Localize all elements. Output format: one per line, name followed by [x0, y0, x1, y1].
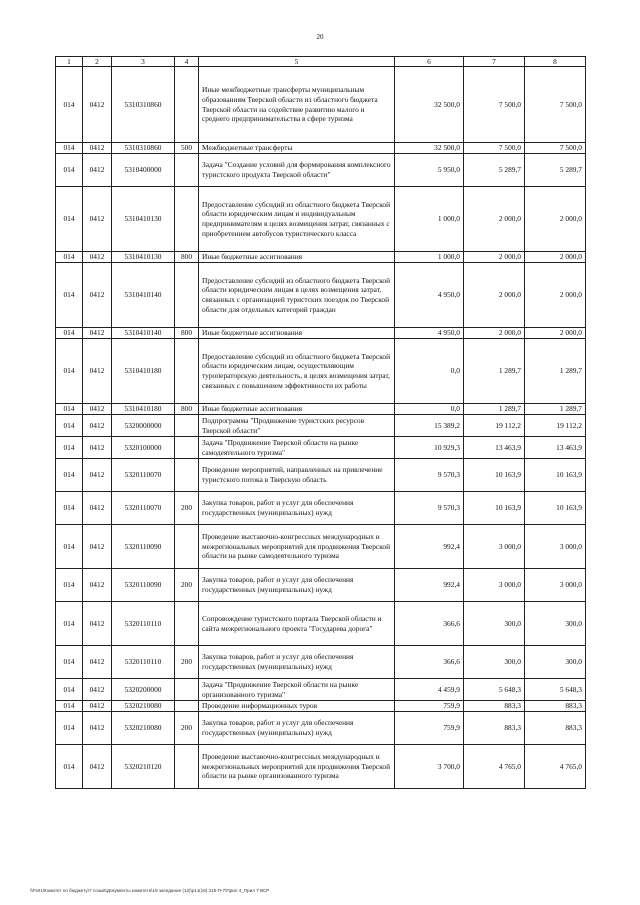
- cell-sum-1: 759,9: [395, 701, 464, 712]
- cell-section: 0412: [83, 67, 112, 143]
- cell-section: 0412: [83, 712, 112, 745]
- table-row: [56, 745, 586, 789]
- cell-sum-1: 4 459,9: [395, 679, 464, 701]
- cell-name: Иные бюджетные ассигнования: [199, 252, 395, 263]
- cell-target-code: 5310410180: [112, 404, 175, 415]
- cell-sum-1: 9 570,3: [395, 492, 464, 525]
- cell-section: 0412: [83, 328, 112, 339]
- cell-section: 0412: [83, 459, 112, 492]
- cell-sum-2: 4 765,0: [464, 745, 525, 789]
- cell-sum-3: 2 000,0: [525, 328, 586, 339]
- cell-admin: 014: [56, 404, 83, 415]
- table-row: [56, 252, 586, 263]
- cell-section: 0412: [83, 745, 112, 789]
- cell-section: 0412: [83, 154, 112, 187]
- cell-section: 0412: [83, 701, 112, 712]
- cell-section: 0412: [83, 569, 112, 602]
- cell-name: Предоставление субсидий из областного бюджета Тверской области юридическим лицам и индивидуальным предпринимателям в целях возмещения затрат, связанных с приобретением автобусов туристического класса: [199, 187, 395, 252]
- cell-expense-type: [175, 263, 199, 328]
- column-header: 1: [56, 57, 83, 67]
- cell-admin: 014: [56, 339, 83, 404]
- cell-admin: 014: [56, 712, 83, 745]
- cell-section: 0412: [83, 415, 112, 437]
- table-row: [56, 569, 586, 602]
- cell-section: 0412: [83, 187, 112, 252]
- cell-section: 0412: [83, 646, 112, 679]
- cell-sum-3: 7 500,0: [525, 143, 586, 154]
- cell-sum-2: 2 000,0: [464, 252, 525, 263]
- cell-target-code: 5310410180: [112, 339, 175, 404]
- cell-admin: 014: [56, 459, 83, 492]
- cell-sum-1: 1 000,0: [395, 187, 464, 252]
- cell-sum-3: 5 648,3: [525, 679, 586, 701]
- cell-name: Сопровождение туристского портала Тверской области и сайта межрегионального проекта "Государева дорога": [199, 602, 395, 646]
- cell-sum-3: 10 163,9: [525, 459, 586, 492]
- table-row: [56, 415, 586, 437]
- table-row: [56, 492, 586, 525]
- cell-sum-2: 7 500,0: [464, 143, 525, 154]
- cell-target-code: 5320110090: [112, 569, 175, 602]
- cell-expense-type: 200: [175, 569, 199, 602]
- table-row: [56, 602, 586, 646]
- cell-sum-3: 7 500,0: [525, 67, 586, 143]
- cell-name: Задача "Продвижение Тверской области на рынке организованного туризма": [199, 679, 395, 701]
- cell-name: Предоставление субсидий из областного бюджета Тверской области юридическим лицам, осуществляющим туроператорскую деятельность, в целях возмещения затрат, связанных с повышением эффективности их работы: [199, 339, 395, 404]
- cell-expense-type: [175, 187, 199, 252]
- column-header: 5: [199, 57, 395, 67]
- cell-sum-1: 4 950,0: [395, 263, 464, 328]
- cell-sum-2: 10 163,9: [464, 492, 525, 525]
- cell-name: Подпрограмма "Продвижение туристских ресурсов Тверской области": [199, 415, 395, 437]
- cell-sum-3: 1 289,7: [525, 404, 586, 415]
- cell-section: 0412: [83, 602, 112, 646]
- cell-sum-3: 2 000,0: [525, 263, 586, 328]
- cell-section: 0412: [83, 143, 112, 154]
- cell-expense-type: 200: [175, 712, 199, 745]
- cell-sum-3: 883,3: [525, 712, 586, 745]
- cell-expense-type: 800: [175, 252, 199, 263]
- cell-admin: 014: [56, 602, 83, 646]
- cell-sum-1: 15 389,2: [395, 415, 464, 437]
- table-row: [56, 328, 586, 339]
- table-row: [56, 263, 586, 328]
- table-row: [56, 187, 586, 252]
- cell-admin: 014: [56, 252, 83, 263]
- cell-expense-type: [175, 437, 199, 459]
- cell-sum-1: 10 929,3: [395, 437, 464, 459]
- cell-sum-3: 300,0: [525, 646, 586, 679]
- table-row: [56, 712, 586, 745]
- column-header: 4: [175, 57, 199, 67]
- cell-name: Предоставление субсидий из областного бюджета Тверской области юридическим лицам в целях возмещения затрат, связанных с организацией туристских поездок по Тверской области для отдельных категорий граждан: [199, 263, 395, 328]
- table-row: [56, 154, 586, 187]
- cell-sum-1: 992,4: [395, 525, 464, 569]
- table-row: [56, 679, 586, 701]
- cell-expense-type: [175, 602, 199, 646]
- cell-target-code: 5320100000: [112, 437, 175, 459]
- cell-sum-2: 7 500,0: [464, 67, 525, 143]
- cell-expense-type: [175, 459, 199, 492]
- cell-sum-2: 3 000,0: [464, 569, 525, 602]
- cell-name: Закупка товаров, работ и услуг для обеспечения государственных (муниципальных) нужд: [199, 492, 395, 525]
- cell-expense-type: [175, 525, 199, 569]
- cell-target-code: 5320110070: [112, 459, 175, 492]
- cell-target-code: 5320210080: [112, 712, 175, 745]
- cell-sum-3: 883,3: [525, 701, 586, 712]
- cell-sum-1: 9 570,3: [395, 459, 464, 492]
- cell-target-code: 5320210080: [112, 701, 175, 712]
- cell-sum-2: 2 000,0: [464, 187, 525, 252]
- cell-name: Проведение выставочно-конгрессных международных и межрегиональных мероприятий для продвижения Тверской области на рынке самодеятельного туризма: [199, 525, 395, 569]
- cell-section: 0412: [83, 404, 112, 415]
- cell-admin: 014: [56, 187, 83, 252]
- cell-target-code: 5310310860: [112, 67, 175, 143]
- cell-name: Закупка товаров, работ и услуг для обеспечения государственных (муниципальных) нужд: [199, 646, 395, 679]
- cell-sum-1: 32 500,0: [395, 67, 464, 143]
- footer-path: \\Fs01\Комитет по бюджету\7 созыв\Документы комитета\19 заседание (12)\р1з(19) 315-П-7\Прил 4_Прил 7 ВСР: [30, 888, 270, 893]
- cell-sum-3: 5 289,7: [525, 154, 586, 187]
- table-header: [56, 57, 586, 67]
- cell-target-code: 5320000000: [112, 415, 175, 437]
- cell-name: Иные бюджетные ассигнования: [199, 404, 395, 415]
- cell-name: Закупка товаров, работ и услуг для обеспечения государственных (муниципальных) нужд: [199, 712, 395, 745]
- cell-admin: 014: [56, 437, 83, 459]
- page-number: 20: [316, 33, 324, 41]
- cell-admin: 014: [56, 569, 83, 602]
- cell-admin: 014: [56, 415, 83, 437]
- cell-target-code: 5320210120: [112, 745, 175, 789]
- table-row: [56, 525, 586, 569]
- cell-sum-1: 5 950,0: [395, 154, 464, 187]
- table-body: [56, 67, 586, 789]
- cell-target-code: 5320110070: [112, 492, 175, 525]
- cell-sum-1: 992,4: [395, 569, 464, 602]
- cell-expense-type: [175, 339, 199, 404]
- table-row: [56, 459, 586, 492]
- cell-expense-type: [175, 679, 199, 701]
- cell-section: 0412: [83, 437, 112, 459]
- column-header: 3: [112, 57, 175, 67]
- cell-target-code: 5320110090: [112, 525, 175, 569]
- cell-admin: 014: [56, 492, 83, 525]
- cell-sum-2: 883,3: [464, 701, 525, 712]
- cell-section: 0412: [83, 252, 112, 263]
- table-row: [56, 67, 586, 143]
- cell-sum-2: 1 289,7: [464, 339, 525, 404]
- cell-sum-2: 13 463,9: [464, 437, 525, 459]
- cell-sum-3: 4 765,0: [525, 745, 586, 789]
- cell-expense-type: 800: [175, 404, 199, 415]
- cell-expense-type: 200: [175, 492, 199, 525]
- cell-sum-2: 10 163,9: [464, 459, 525, 492]
- cell-expense-type: 800: [175, 328, 199, 339]
- cell-sum-3: 300,0: [525, 602, 586, 646]
- column-header: 8: [525, 57, 586, 67]
- cell-sum-1: 4 950,0: [395, 328, 464, 339]
- cell-expense-type: [175, 701, 199, 712]
- cell-sum-2: 300,0: [464, 602, 525, 646]
- cell-expense-type: [175, 415, 199, 437]
- cell-admin: 014: [56, 143, 83, 154]
- cell-sum-3: 1 289,7: [525, 339, 586, 404]
- column-header: 7: [464, 57, 525, 67]
- cell-name: Проведение мероприятий, направленных на привлечение туристского потока в Тверскую область: [199, 459, 395, 492]
- cell-admin: 014: [56, 328, 83, 339]
- cell-sum-2: 19 112,2: [464, 415, 525, 437]
- cell-sum-3: 3 000,0: [525, 569, 586, 602]
- cell-name: Задача "Продвижение Тверской области на рынке самодеятельного туризма": [199, 437, 395, 459]
- cell-name: Закупка товаров, работ и услуг для обеспечения государственных (муниципальных) нужд: [199, 569, 395, 602]
- cell-section: 0412: [83, 525, 112, 569]
- cell-target-code: 5320110110: [112, 646, 175, 679]
- cell-name: Задача "Создание условий для формирования комплексного туристского продукта Тверской области": [199, 154, 395, 187]
- cell-target-code: 5320200000: [112, 679, 175, 701]
- table-row: [56, 437, 586, 459]
- table-row: [56, 143, 586, 154]
- cell-sum-1: 32 500,0: [395, 143, 464, 154]
- cell-sum-3: 2 000,0: [525, 252, 586, 263]
- cell-sum-1: 0,0: [395, 339, 464, 404]
- cell-sum-3: 13 463,9: [525, 437, 586, 459]
- cell-expense-type: 500: [175, 143, 199, 154]
- cell-admin: 014: [56, 67, 83, 143]
- cell-sum-1: 0,0: [395, 404, 464, 415]
- cell-target-code: 5310410130: [112, 187, 175, 252]
- cell-sum-2: 3 000,0: [464, 525, 525, 569]
- cell-admin: 014: [56, 154, 83, 187]
- cell-sum-2: 1 289,7: [464, 404, 525, 415]
- cell-admin: 014: [56, 525, 83, 569]
- cell-sum-3: 10 163,9: [525, 492, 586, 525]
- cell-sum-3: 19 112,2: [525, 415, 586, 437]
- cell-name: Иные бюджетные ассигнования: [199, 328, 395, 339]
- table-row: [56, 404, 586, 415]
- cell-name: Проведение выставочно-конгрессных международных и межрегиональных мероприятий для продвижения Тверской области на рынке организованного туризма: [199, 745, 395, 789]
- cell-target-code: 5310400000: [112, 154, 175, 187]
- column-header: 2: [83, 57, 112, 67]
- cell-target-code: 5310410140: [112, 328, 175, 339]
- budget-table: [55, 56, 586, 789]
- cell-admin: 014: [56, 646, 83, 679]
- cell-admin: 014: [56, 263, 83, 328]
- cell-expense-type: [175, 154, 199, 187]
- cell-target-code: 5310310860: [112, 143, 175, 154]
- cell-section: 0412: [83, 492, 112, 525]
- cell-expense-type: 200: [175, 646, 199, 679]
- cell-name: Межбюджетные трансферты: [199, 143, 395, 154]
- table-row: [56, 339, 586, 404]
- cell-sum-2: 300,0: [464, 646, 525, 679]
- cell-expense-type: [175, 745, 199, 789]
- cell-sum-3: 3 000,0: [525, 525, 586, 569]
- cell-sum-2: 5 289,7: [464, 154, 525, 187]
- cell-sum-2: 883,3: [464, 712, 525, 745]
- cell-target-code: 5310410140: [112, 263, 175, 328]
- cell-name: Проведение информационных туров: [199, 701, 395, 712]
- cell-admin: 014: [56, 745, 83, 789]
- cell-sum-2: 2 000,0: [464, 328, 525, 339]
- cell-sum-1: 1 000,0: [395, 252, 464, 263]
- cell-sum-1: 3 700,0: [395, 745, 464, 789]
- cell-sum-1: 759,9: [395, 712, 464, 745]
- cell-admin: 014: [56, 701, 83, 712]
- cell-section: 0412: [83, 263, 112, 328]
- cell-name: Иные межбюджетные трансферты муниципальным образованиям Тверской области из областного бюджета Тверской области на содействие развитию малого и среднего предпринимательства в сфере туризма: [199, 67, 395, 143]
- cell-expense-type: [175, 67, 199, 143]
- cell-section: 0412: [83, 679, 112, 701]
- cell-sum-1: 366,6: [395, 646, 464, 679]
- table-row: [56, 701, 586, 712]
- cell-sum-1: 366,6: [395, 602, 464, 646]
- cell-sum-2: 5 648,3: [464, 679, 525, 701]
- cell-sum-2: 2 000,0: [464, 263, 525, 328]
- cell-admin: 014: [56, 679, 83, 701]
- column-header: 6: [395, 57, 464, 67]
- cell-target-code: 5310410130: [112, 252, 175, 263]
- table-row: [56, 646, 586, 679]
- cell-section: 0412: [83, 339, 112, 404]
- cell-target-code: 5320110110: [112, 602, 175, 646]
- cell-sum-3: 2 000,0: [525, 187, 586, 252]
